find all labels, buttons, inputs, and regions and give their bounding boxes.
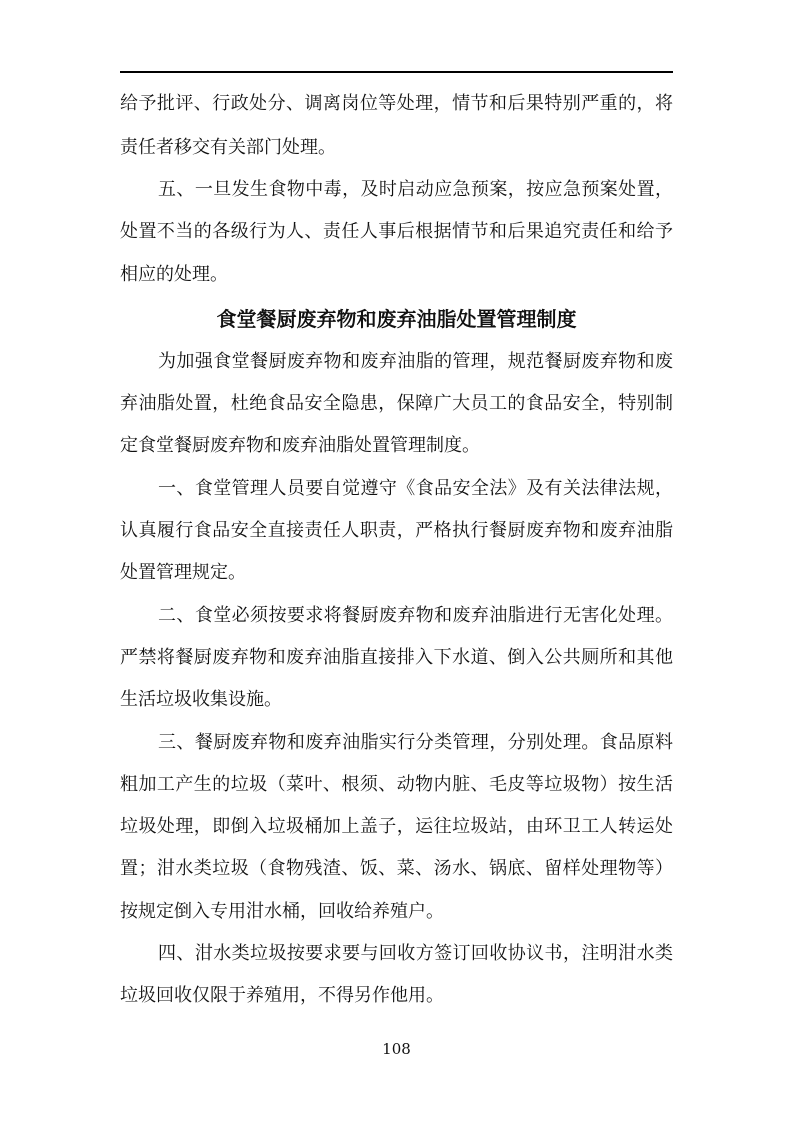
body-text-line: 生活垃圾收集设施。 [120, 689, 282, 710]
body-text-line: 处置管理规定。 [120, 562, 246, 583]
body-text-line: 责任者移交有关部门处理。 [120, 137, 336, 158]
body-text-line: 弃油脂处置，杜绝食品安全隐患，保障广大员工的食品安全，特别制 [120, 393, 673, 414]
section-title: 食堂餐厨废弃物和废弃油脂处置管理制度 [216, 307, 577, 331]
body-text-line: 四、泔水类垃圾按要求要与回收方签订回收协议书，注明泔水类 [158, 943, 673, 964]
body-text-line: 认真履行食品安全直接责任人职责，严格执行餐厨废弃物和废弃油脂 [120, 520, 673, 541]
body-text-line: 按规定倒入专用泔水桶，回收给养殖户。 [120, 901, 444, 922]
body-text-line: 三、餐厨废弃物和废弃油脂实行分类管理，分别处理。食品原料 [158, 732, 673, 753]
body-text-line: 置；泔水类垃圾（食物残渣、饭、菜、汤水、锅底、留样处理物等） [120, 858, 673, 879]
body-text-line: 垃圾回收仅限于养殖用，不得另作他用。 [120, 985, 444, 1006]
header-rule [120, 71, 673, 73]
body-text-line: 垃圾处理，即倒入垃圾桶加上盖子，运往垃圾站，由环卫工人转运处 [120, 816, 673, 837]
body-text-line: 处置不当的各级行为人、责任人事后根据情节和后果追究责任和给予 [120, 221, 673, 242]
body-text-line: 粗加工产生的垃圾（菜叶、根须、动物内脏、毛皮等垃圾物）按生活 [120, 774, 673, 795]
body-text-line: 五、一旦发生食物中毒，及时启动应急预案，按应急预案处置， [158, 179, 673, 200]
body-text-line: 一、食堂管理人员要自觉遵守《食品安全法》及有关法律法规， [158, 478, 673, 499]
page-number: 108 [382, 1040, 411, 1058]
body-text-line: 二、食堂必须按要求将餐厨废弃物和废弃油脂进行无害化处理。 [158, 605, 673, 626]
body-text-line: 严禁将餐厨废弃物和废弃油脂直接排入下水道、倒入公共厕所和其他 [120, 647, 673, 668]
body-text-line: 为加强食堂餐厨废弃物和废弃油脂的管理，规范餐厨废弃物和废 [158, 351, 673, 372]
body-text-line: 给予批评、行政处分、调离岗位等处理，情节和后果特别严重的，将 [120, 93, 673, 114]
body-text-line: 定食堂餐厨废弃物和废弃油脂处置管理制度。 [120, 435, 480, 456]
body-text-line: 相应的处理。 [120, 264, 228, 285]
